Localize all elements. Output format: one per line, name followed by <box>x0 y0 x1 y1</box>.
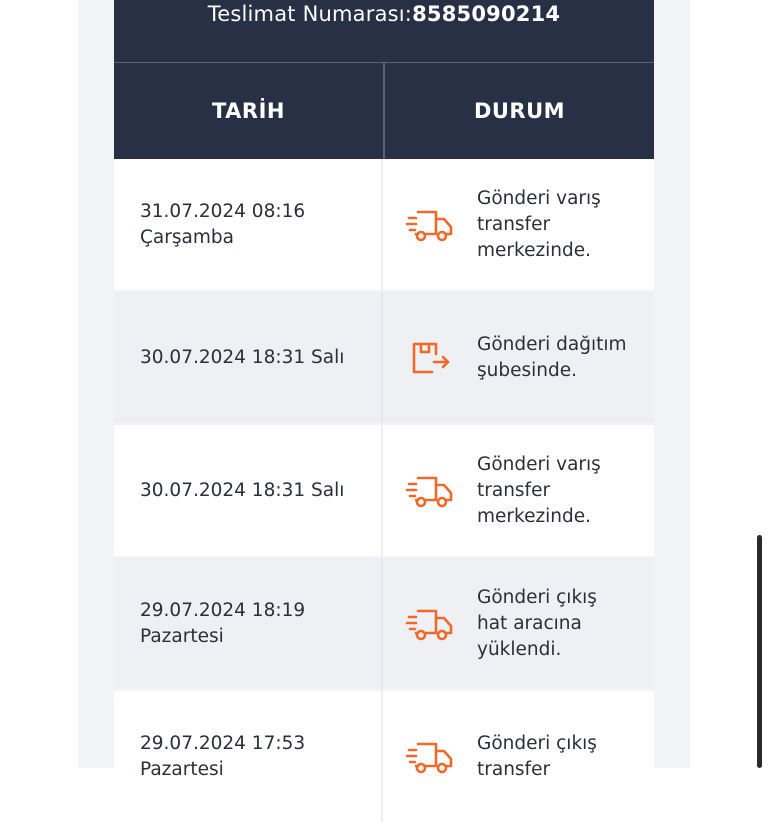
table-row <box>114 425 654 556</box>
row-date: 31.07.2024 08:16 Çarşamba <box>114 159 383 290</box>
column-header-date: TARİH <box>114 63 385 159</box>
table-row <box>114 691 654 822</box>
row-status <box>383 425 652 556</box>
row-status-text: Gönderi varış transfer merkezinde. <box>477 453 601 527</box>
table-row <box>114 292 654 423</box>
scrollbar[interactable] <box>757 535 762 768</box>
row-status <box>383 159 652 290</box>
truck-icon <box>383 606 477 642</box>
row-date: 30.07.2024 18:31 Salı <box>114 425 383 556</box>
table-header <box>114 62 654 159</box>
row-status-text: Gönderi çıkış hat aracına yüklendi. <box>477 586 597 660</box>
row-date: 29.07.2024 18:19 Pazartesi <box>114 558 383 689</box>
truck-icon <box>383 739 477 775</box>
row-date: 30.07.2024 18:31 Salı <box>114 292 383 423</box>
table-body <box>114 159 654 822</box>
row-date: 29.07.2024 17:53 Pazartesi <box>114 691 383 822</box>
delivery-number-header <box>114 0 654 62</box>
row-status-text: Gönderi dağıtım şubesinde. <box>477 333 627 381</box>
row-status-text: Gönderi çıkış transfer <box>477 732 597 780</box>
box-out-icon <box>383 340 477 376</box>
tracking-table <box>114 0 654 780</box>
table-row <box>114 159 654 290</box>
column-header-status: DURUM <box>473 99 566 123</box>
delivery-number-label: Teslimat Numarası: <box>207 2 413 26</box>
delivery-number-value: 8585090214 <box>412 2 561 26</box>
truck-icon <box>383 473 477 509</box>
truck-icon <box>383 207 477 243</box>
row-status <box>383 558 652 689</box>
row-status-text: Gönderi varış transfer merkezinde. <box>477 187 601 261</box>
row-status <box>383 292 652 423</box>
table-row <box>114 558 654 689</box>
row-status <box>383 691 652 822</box>
